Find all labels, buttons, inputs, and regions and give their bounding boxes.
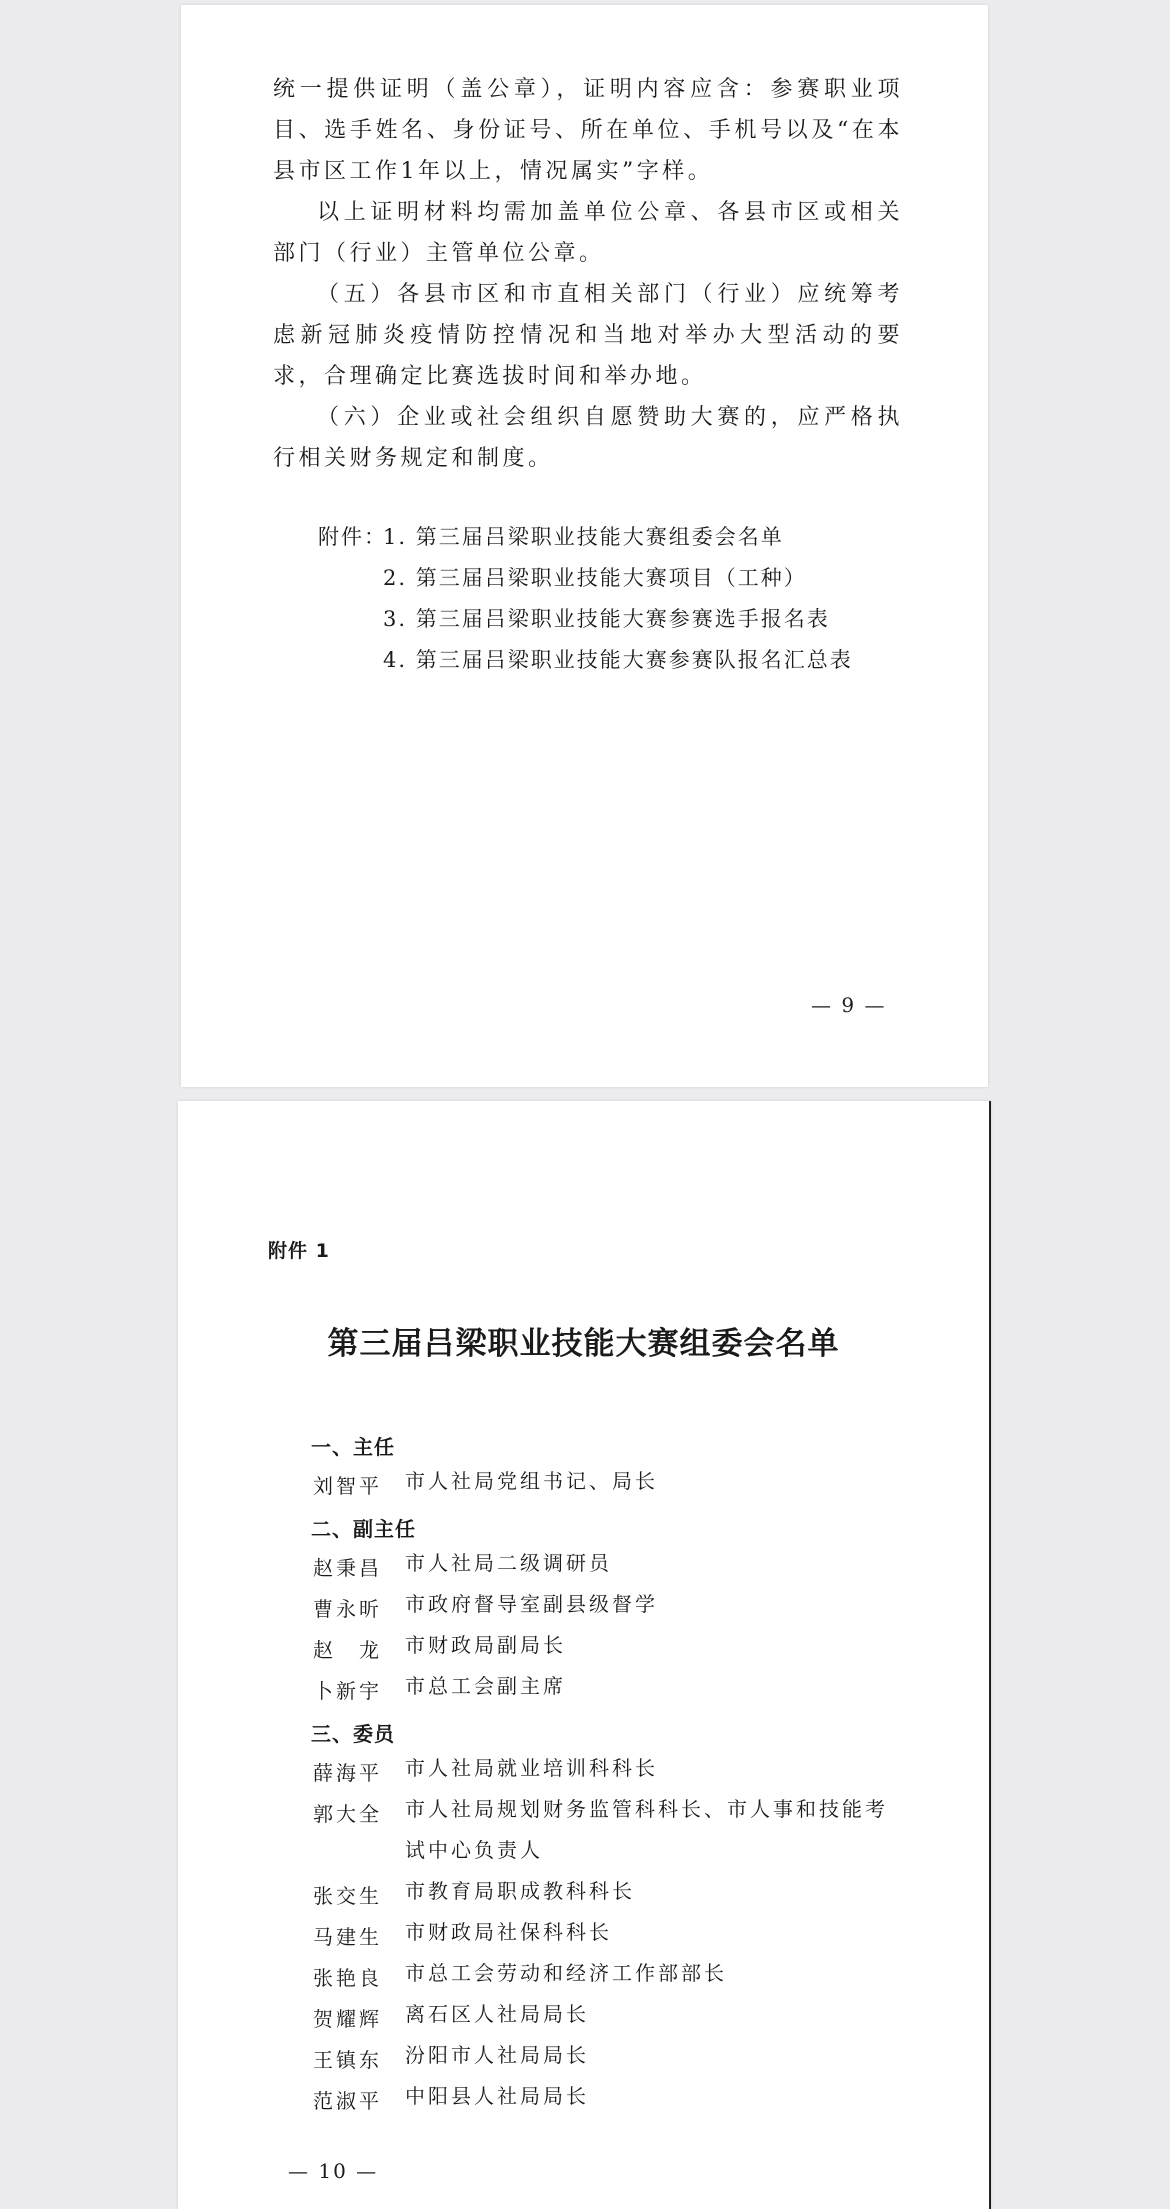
attachment-1-label: 附件 1	[268, 1240, 330, 1262]
page-number: — 9 —	[811, 993, 887, 1017]
attachment-item-4: 4. 第三届吕梁职业技能大赛参赛队报名汇总表	[383, 648, 853, 672]
member-name: 薛海平	[313, 1761, 382, 1785]
member-role: 汾阳市人社局局长	[405, 2043, 589, 2067]
member-name: 赵 龙	[313, 1638, 382, 1662]
attachment-item-3: 3. 第三届吕梁职业技能大赛参赛选手报名表	[383, 607, 830, 631]
member-role: 市人社局党组书记、局长	[405, 1469, 658, 1493]
attachment-item-1: 1. 第三届吕梁职业技能大赛组委会名单	[383, 525, 784, 549]
member-role: 市财政局社保科科长	[405, 1920, 612, 1944]
document-page-10	[178, 1101, 991, 2209]
member-role: 市总工会劳动和经济工作部部长	[405, 1961, 727, 1985]
member-role: 市总工会副主席	[405, 1674, 566, 1698]
member-role: 市人社局规划财务监管科科长、市人事和技能考试中心负责人	[405, 1797, 888, 1862]
section-heading-director: 一、主任	[311, 1435, 395, 1459]
member-role: 市教育局职成教科科长	[405, 1879, 635, 1903]
paragraph-epidemic-control: （五）各县市区和市直相关部门（行业）应统筹考虑新冠肺炎疫情防控情况和当地对举办大型活动的要求，合理确定比赛选拔时间和举办地。	[273, 282, 903, 389]
attachments-label: 附件：	[318, 525, 387, 549]
member-name: 赵秉昌	[313, 1556, 382, 1580]
paragraph-sponsorship: （六）企业或社会组织自愿赞助大赛的，应严格执行相关财务规定和制度。	[273, 405, 903, 471]
member-name: 范淑平	[313, 2089, 382, 2113]
member-name: 贺耀辉	[313, 2007, 382, 2031]
section-heading-members: 三、委员	[311, 1722, 395, 1746]
section-heading-deputy-director: 二、副主任	[311, 1517, 416, 1541]
page-number: — 10 —	[288, 2159, 379, 2183]
member-name: 刘智平	[313, 1474, 382, 1498]
member-role: 中阳县人社局局长	[405, 2084, 589, 2108]
member-name: 张艳良	[313, 1966, 382, 1990]
member-name: 马建生	[313, 1925, 382, 1949]
member-name: 卜新宇	[313, 1679, 382, 1703]
member-name: 王镇东	[313, 2048, 382, 2072]
member-role: 离石区人社局局长	[405, 2002, 589, 2026]
member-role: 市政府督导室副县级督学	[405, 1592, 658, 1616]
member-role: 市财政局副局长	[405, 1633, 566, 1657]
document-page-9	[181, 5, 988, 1087]
member-name: 张交生	[313, 1884, 382, 1908]
member-name: 曹永昕	[313, 1597, 382, 1621]
paragraph-proof-content: 统一提供证明（盖公章），证明内容应含：参赛职业项目、选手姓名、身份证号、所在单位、手机号以及“在本县市区工作1年以上，情况属实”字样。	[273, 77, 903, 184]
page-title: 第三届吕梁职业技能大赛组委会名单	[327, 1326, 840, 1362]
attachment-item-2: 2. 第三届吕梁职业技能大赛项目（工种）	[383, 566, 807, 590]
member-role: 市人社局就业培训科科长	[405, 1756, 658, 1780]
paragraph-seal-requirement: 以上证明材料均需加盖单位公章、各县市区或相关部门（行业）主管单位公章。	[273, 200, 903, 266]
member-role: 市人社局二级调研员	[405, 1551, 612, 1575]
member-name: 郭大全	[313, 1802, 382, 1826]
